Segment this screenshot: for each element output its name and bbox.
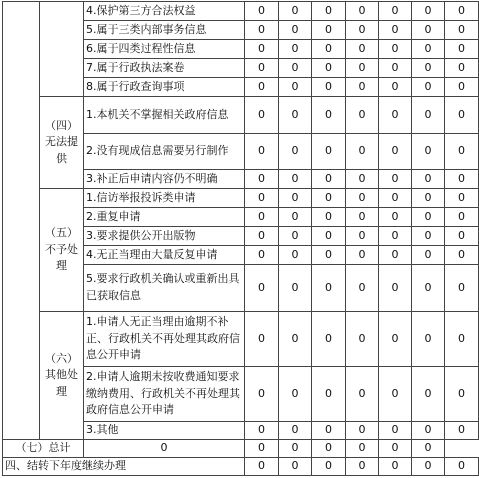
value-cell: 0 xyxy=(312,458,346,476)
value-cell: 0 xyxy=(279,265,312,312)
value-cell: 0 xyxy=(445,312,479,367)
value-cell: 0 xyxy=(245,134,279,170)
value-cell: 0 xyxy=(245,189,279,208)
item-label: 1.本机关不掌握相关政府信息 xyxy=(84,97,245,134)
value-cell: 0 xyxy=(346,227,379,246)
value-cell: 0 xyxy=(379,189,412,208)
value-cell: 0 xyxy=(445,422,479,440)
value-cell: 0 xyxy=(412,59,445,78)
category-label: （四）无法提供 xyxy=(40,97,84,189)
table-row xyxy=(3,312,479,367)
table-row xyxy=(3,97,479,134)
value-cell: 0 xyxy=(312,189,346,208)
value-cell: 0 xyxy=(346,208,379,227)
item-label: 4.无正当理由大量反复申请 xyxy=(84,246,245,265)
value-cell: 0 xyxy=(412,21,445,40)
item-label: 5.要求行政机关确认或重新出具已获取信息 xyxy=(84,265,245,312)
value-cell: 0 xyxy=(379,458,412,476)
value-cell: 0 xyxy=(346,2,379,21)
item-label: 3.补正后申请内容仍不明确 xyxy=(84,170,245,189)
value-cell: 0 xyxy=(445,78,479,97)
item-label: 5.属于三类内部事务信息 xyxy=(84,21,245,40)
value-cell: 0 xyxy=(379,59,412,78)
value-cell: 0 xyxy=(245,208,279,227)
value-cell: 0 xyxy=(379,312,412,367)
value-cell: 0 xyxy=(346,312,379,367)
value-cell: 0 xyxy=(279,208,312,227)
value-cell: 0 xyxy=(245,246,279,265)
value-cell: 0 xyxy=(346,367,379,422)
value-cell: 0 xyxy=(412,40,445,59)
value-cell: 0 xyxy=(346,246,379,265)
category-label: （六）其他处理 xyxy=(40,312,84,440)
item-label: 1.申请人无正当理由逾期不补正、行政机关不再处理其政府信息公开申请 xyxy=(84,312,245,367)
value-cell: 0 xyxy=(379,265,412,312)
table-row xyxy=(3,2,479,21)
value-cell: 0 xyxy=(312,265,346,312)
value-cell: 0 xyxy=(279,170,312,189)
value-cell: 0 xyxy=(245,440,279,458)
item-label: 2.重复申请 xyxy=(84,208,245,227)
value-cell: 0 xyxy=(412,422,445,440)
value-cell: 0 xyxy=(346,97,379,134)
value-cell: 0 xyxy=(412,312,445,367)
table-row xyxy=(3,440,479,458)
value-cell: 0 xyxy=(312,40,346,59)
value-cell: 0 xyxy=(245,227,279,246)
value-cell: 0 xyxy=(245,21,279,40)
value-cell: 0 xyxy=(346,265,379,312)
disclosure-statistics-table xyxy=(2,1,479,476)
value-cell: 0 xyxy=(445,59,479,78)
value-cell: 0 xyxy=(379,97,412,134)
value-cell: 0 xyxy=(379,170,412,189)
value-cell: 0 xyxy=(379,440,412,458)
value-cell: 0 xyxy=(279,312,312,367)
item-label: 2.申请人逾期未按收费通知要求缴纳费用、行政机关不再处理其政府信息公开申请 xyxy=(84,367,245,422)
value-cell: 0 xyxy=(279,458,312,476)
category-cell-continued xyxy=(40,2,84,97)
value-cell: 0 xyxy=(412,246,445,265)
value-cell: 0 xyxy=(245,458,279,476)
value-cell: 0 xyxy=(445,367,479,422)
value-cell: 0 xyxy=(312,134,346,170)
value-cell: 0 xyxy=(346,40,379,59)
value-cell: 0 xyxy=(445,21,479,40)
item-label: 8.属于行政查询事项 xyxy=(84,78,245,97)
value-cell: 0 xyxy=(379,422,412,440)
value-cell: 0 xyxy=(379,367,412,422)
value-cell: 0 xyxy=(84,440,245,458)
table-row xyxy=(3,189,479,208)
value-cell: 0 xyxy=(445,227,479,246)
value-cell: 0 xyxy=(312,170,346,189)
item-label: 7.属于行政执法案卷 xyxy=(84,59,245,78)
value-cell: 0 xyxy=(312,21,346,40)
value-cell: 0 xyxy=(412,265,445,312)
value-cell: 0 xyxy=(245,265,279,312)
value-cell: 0 xyxy=(445,170,479,189)
item-label: 2.没有现成信息需要另行制作 xyxy=(84,134,245,170)
value-cell: 0 xyxy=(412,134,445,170)
value-cell: 0 xyxy=(346,59,379,78)
category-label: （五）不予处理 xyxy=(40,189,84,312)
value-cell: 0 xyxy=(445,246,479,265)
value-cell: 0 xyxy=(245,78,279,97)
value-cell: 0 xyxy=(245,2,279,21)
item-label: 6.属于四类过程性信息 xyxy=(84,40,245,59)
value-cell: 0 xyxy=(312,246,346,265)
item-label: 3.其他 xyxy=(84,422,245,440)
value-cell: 0 xyxy=(312,367,346,422)
value-cell: 0 xyxy=(279,134,312,170)
value-cell: 0 xyxy=(445,40,479,59)
value-cell: 0 xyxy=(346,422,379,440)
value-cell: 0 xyxy=(279,227,312,246)
value-cell: 0 xyxy=(346,78,379,97)
value-cell: 0 xyxy=(445,134,479,170)
value-cell: 0 xyxy=(412,208,445,227)
value-cell: 0 xyxy=(279,78,312,97)
value-cell: 0 xyxy=(346,189,379,208)
value-cell: 0 xyxy=(445,189,479,208)
value-cell: 0 xyxy=(245,97,279,134)
value-cell: 0 xyxy=(412,97,445,134)
value-cell: 0 xyxy=(346,458,379,476)
value-cell: 0 xyxy=(312,97,346,134)
value-cell: 0 xyxy=(346,134,379,170)
carryover-label: 四、结转下年度继续办理 xyxy=(3,458,245,476)
value-cell: 0 xyxy=(445,208,479,227)
total-label: （七）总计 xyxy=(3,440,84,458)
value-cell: 0 xyxy=(279,21,312,40)
value-cell: 0 xyxy=(412,78,445,97)
value-cell: 0 xyxy=(279,246,312,265)
value-cell: 0 xyxy=(445,97,479,134)
value-cell: 0 xyxy=(379,78,412,97)
value-cell: 0 xyxy=(245,170,279,189)
value-cell: 0 xyxy=(412,170,445,189)
value-cell: 0 xyxy=(279,422,312,440)
value-cell: 0 xyxy=(379,2,412,21)
item-label: 1.信访举报投诉类申请 xyxy=(84,189,245,208)
table-row xyxy=(3,458,479,476)
value-cell: 0 xyxy=(312,312,346,367)
value-cell: 0 xyxy=(445,458,479,476)
value-cell: 0 xyxy=(312,208,346,227)
value-cell: 0 xyxy=(379,134,412,170)
value-cell: 0 xyxy=(312,227,346,246)
value-cell: 0 xyxy=(412,440,445,458)
value-cell: 0 xyxy=(379,227,412,246)
value-cell: 0 xyxy=(312,440,346,458)
value-cell: 0 xyxy=(312,78,346,97)
value-cell: 0 xyxy=(245,367,279,422)
value-cell: 0 xyxy=(245,312,279,367)
item-label: 4.保护第三方合法权益 xyxy=(84,2,245,21)
value-cell: 0 xyxy=(245,59,279,78)
value-cell: 0 xyxy=(279,440,312,458)
value-cell: 0 xyxy=(346,440,379,458)
value-cell: 0 xyxy=(279,59,312,78)
value-cell: 0 xyxy=(445,265,479,312)
value-cell: 0 xyxy=(412,458,445,476)
value-cell: 0 xyxy=(312,422,346,440)
value-cell: 0 xyxy=(279,2,312,21)
value-cell: 0 xyxy=(379,208,412,227)
value-cell: 0 xyxy=(312,59,346,78)
value-cell: 0 xyxy=(379,246,412,265)
value-cell: 0 xyxy=(245,40,279,59)
value-cell: 0 xyxy=(245,422,279,440)
value-cell: 0 xyxy=(279,40,312,59)
item-label: 3.要求提供公开出版物 xyxy=(84,227,245,246)
value-cell: 0 xyxy=(379,21,412,40)
value-cell: 0 xyxy=(312,2,346,21)
value-cell: 0 xyxy=(412,367,445,422)
value-cell: 0 xyxy=(412,227,445,246)
value-cell: 0 xyxy=(279,97,312,134)
left-margin-column xyxy=(3,2,40,440)
value-cell: 0 xyxy=(346,170,379,189)
value-cell: 0 xyxy=(279,189,312,208)
value-cell: 0 xyxy=(379,40,412,59)
value-cell: 0 xyxy=(279,367,312,422)
value-cell: 0 xyxy=(346,21,379,40)
value-cell: 0 xyxy=(412,2,445,21)
value-cell: 0 xyxy=(412,189,445,208)
value-cell: 0 xyxy=(445,2,479,21)
